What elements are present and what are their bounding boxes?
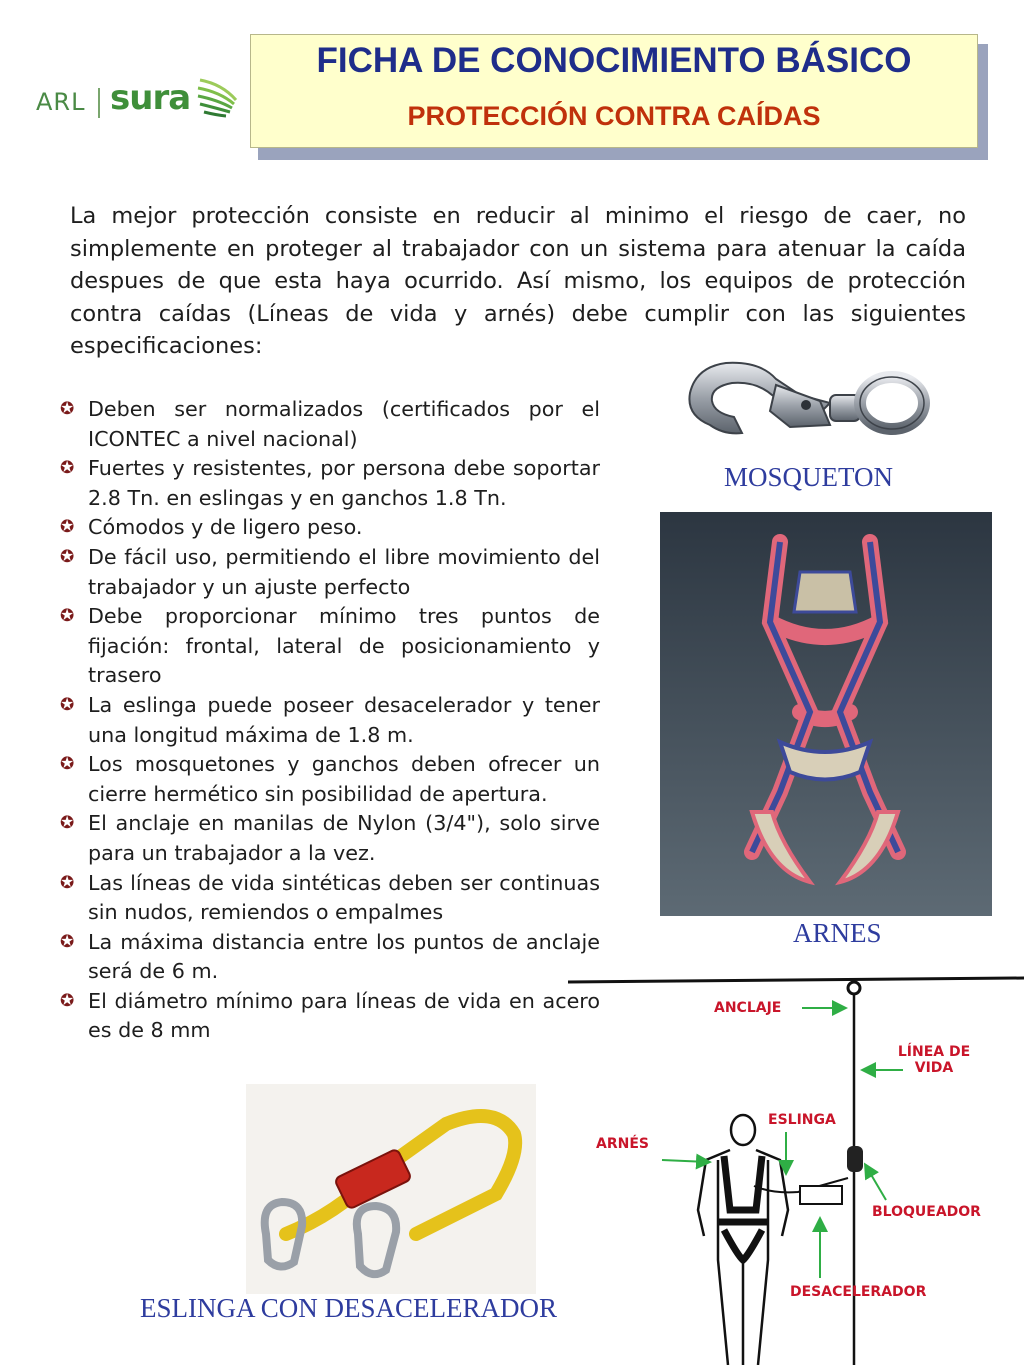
label-linea-de-vida-line-1: LÍNEA DE bbox=[897, 1044, 971, 1060]
mosqueton-photo bbox=[680, 355, 940, 455]
label-eslinga: ESLINGA bbox=[768, 1112, 836, 1128]
label-bloqueador: BLOQUEADOR bbox=[872, 1204, 981, 1220]
spec-text: La eslinga puede poseer desacelerador y tener una longitud máxima de 1.8 m. bbox=[88, 692, 600, 747]
spec-text: Debe proporcionar mínimo tres puntos de fijación: frontal, lateral de posicionamiento y trasero bbox=[88, 604, 600, 688]
label-desacelerador: DESACELERADOR bbox=[790, 1284, 927, 1300]
spec-list-item bbox=[60, 987, 600, 1046]
spec-text: El anclaje en manilas de Nylon (3/4"), solo sirve para un trabajador a la vez. bbox=[88, 811, 600, 865]
spec-text: Las líneas de vida sintéticas deben ser continuas sin nudos, remiendos o empalmes bbox=[88, 870, 600, 925]
spec-text: El diámetro mínimo para líneas de vida en acero es de 8 mm bbox=[88, 988, 600, 1043]
spec-text: De fácil uso, permitiendo el libre movimiento del trabajador y un ajuste perfecto bbox=[88, 544, 600, 599]
star-bullet-icon: ✪ bbox=[60, 754, 75, 775]
spec-text: Deben ser normalizados (certificados por el ICONTEC a nivel nacional) bbox=[88, 397, 600, 451]
star-bullet-icon: ✪ bbox=[60, 813, 75, 834]
star-bullet-icon: ✪ bbox=[60, 872, 75, 893]
specifications-list bbox=[60, 395, 600, 1046]
star-bullet-icon: ✪ bbox=[60, 990, 75, 1011]
star-bullet-icon: ✪ bbox=[60, 931, 75, 952]
star-bullet-icon: ✪ bbox=[60, 517, 75, 538]
spec-list-item bbox=[60, 395, 600, 454]
arnes-photo bbox=[660, 512, 992, 916]
fall-arrest-diagram-drawing bbox=[568, 960, 1024, 1365]
logo-sura-text: sura bbox=[110, 78, 191, 118]
mosqueton-caption: MOSQUETON bbox=[724, 462, 894, 492]
spec-list-item bbox=[60, 543, 600, 602]
logo-arl-text: ARL bbox=[36, 88, 86, 116]
spec-list-item bbox=[60, 454, 600, 513]
star-bullet-icon: ✪ bbox=[60, 399, 75, 419]
eslinga-photo bbox=[246, 1084, 536, 1294]
arl-sura-logo bbox=[36, 74, 246, 134]
spec-list-item bbox=[60, 750, 600, 809]
label-linea-de-vida bbox=[886, 1044, 982, 1076]
spec-list-item bbox=[60, 602, 600, 691]
star-bullet-icon: ✪ bbox=[60, 546, 75, 567]
page-title: FICHA DE CONOCIMIENTO BÁSICO bbox=[316, 41, 912, 80]
spec-text: Fuertes y resistentes, por persona debe soportar 2.8 Tn. en eslingas y en ganchos 1.8 Tn. bbox=[88, 456, 600, 510]
title-box bbox=[250, 34, 978, 148]
spec-list-item bbox=[60, 869, 600, 928]
label-linea-de-vida-line-2: VIDA bbox=[914, 1060, 954, 1076]
label-arnes: ARNÉS bbox=[596, 1136, 649, 1152]
fall-arrest-diagram bbox=[568, 960, 1024, 1365]
page-subtitle: PROTECCIÓN CONTRA CAÍDAS bbox=[407, 101, 821, 131]
arnes-caption: ARNES bbox=[793, 918, 882, 948]
intro-paragraph: La mejor protección consiste en reducir al minimo el riesgo de caer, no simplemente en proteger al trabajador con un sistema para atenuar la caída despues de que esta haya ocurrido. Así mismo, los equipos de protección contra caídas (Líneas de vida y arnés) debe cumplir con las siguientes especificaciones: bbox=[70, 203, 966, 360]
star-bullet-icon: ✪ bbox=[60, 694, 75, 715]
sura-wing-icon bbox=[196, 74, 240, 122]
spec-list-item bbox=[60, 691, 600, 750]
star-bullet-icon: ✪ bbox=[60, 606, 75, 627]
logo-separator bbox=[98, 88, 100, 118]
spec-list-item bbox=[60, 513, 600, 543]
spec-list-item bbox=[60, 809, 600, 868]
spec-text: Cómodos y de ligero peso. bbox=[88, 515, 363, 540]
spec-list-item bbox=[60, 928, 600, 987]
star-bullet-icon: ✪ bbox=[60, 458, 75, 479]
label-anclaje: ANCLAJE bbox=[714, 1000, 782, 1016]
spec-text: La máxima distancia entre los puntos de anclaje será de 6 m. bbox=[88, 929, 600, 984]
spec-text: Los mosquetones y ganchos deben ofrecer un cierre hermético sin posibilidad de apertura. bbox=[88, 752, 600, 806]
eslinga-caption: ESLINGA CON DESACELERADOR bbox=[140, 1293, 558, 1323]
